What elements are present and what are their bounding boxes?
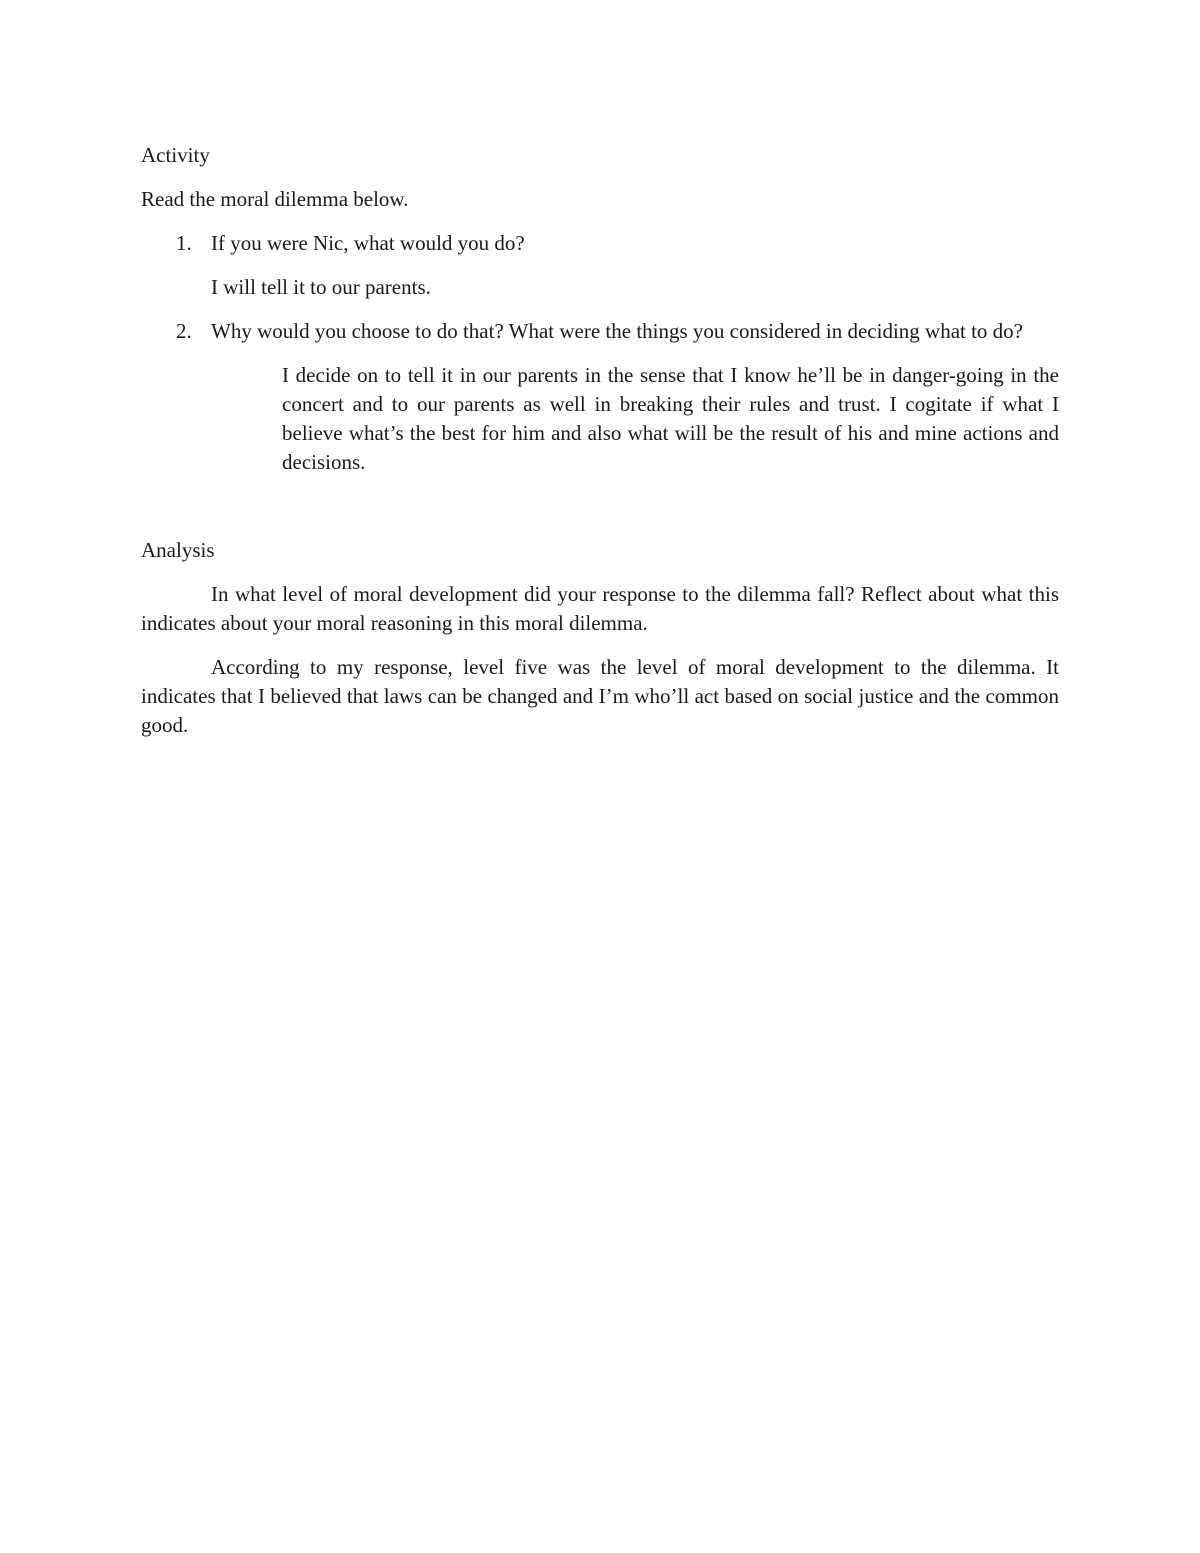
document-page — [141, 141, 1059, 740]
question-number-1: 1. — [176, 231, 192, 255]
question-number-2: 2. — [176, 319, 192, 343]
activity-heading: Activity — [141, 143, 210, 167]
analysis-prompt: In what level of moral development did your response to the dilemma fall? Reflect about what this indicates about your moral reasoning in this moral dilemma. — [141, 582, 1059, 635]
question-text-1: If you were Nic, what would you do? — [211, 231, 525, 255]
analysis-response: According to my response, level five was the level of moral development to the dilemma. It indicates that I believed that laws can be changed and I’m who’ll act based on social justice and the common good. — [141, 655, 1059, 737]
question-text-2: Why would you choose to do that? What were the things you considered in deciding what to do? — [211, 319, 1024, 343]
question-item-2 — [141, 317, 1059, 477]
answer-text-2: I decide on to tell it in our parents in the sense that I know he’ll be in danger-going in the concert and to our parents as well in breaking their rules and trust. I cogitate if what I believe what’s the best for him and also what will be the result of his and mine actions and decisions. — [282, 363, 1059, 474]
question-item-1 — [141, 229, 1059, 302]
activity-instruction: Read the moral dilemma below. — [141, 187, 409, 211]
answer-text-1: I will tell it to our parents. — [211, 275, 431, 299]
question-list — [141, 229, 1059, 477]
analysis-heading: Analysis — [141, 538, 215, 562]
